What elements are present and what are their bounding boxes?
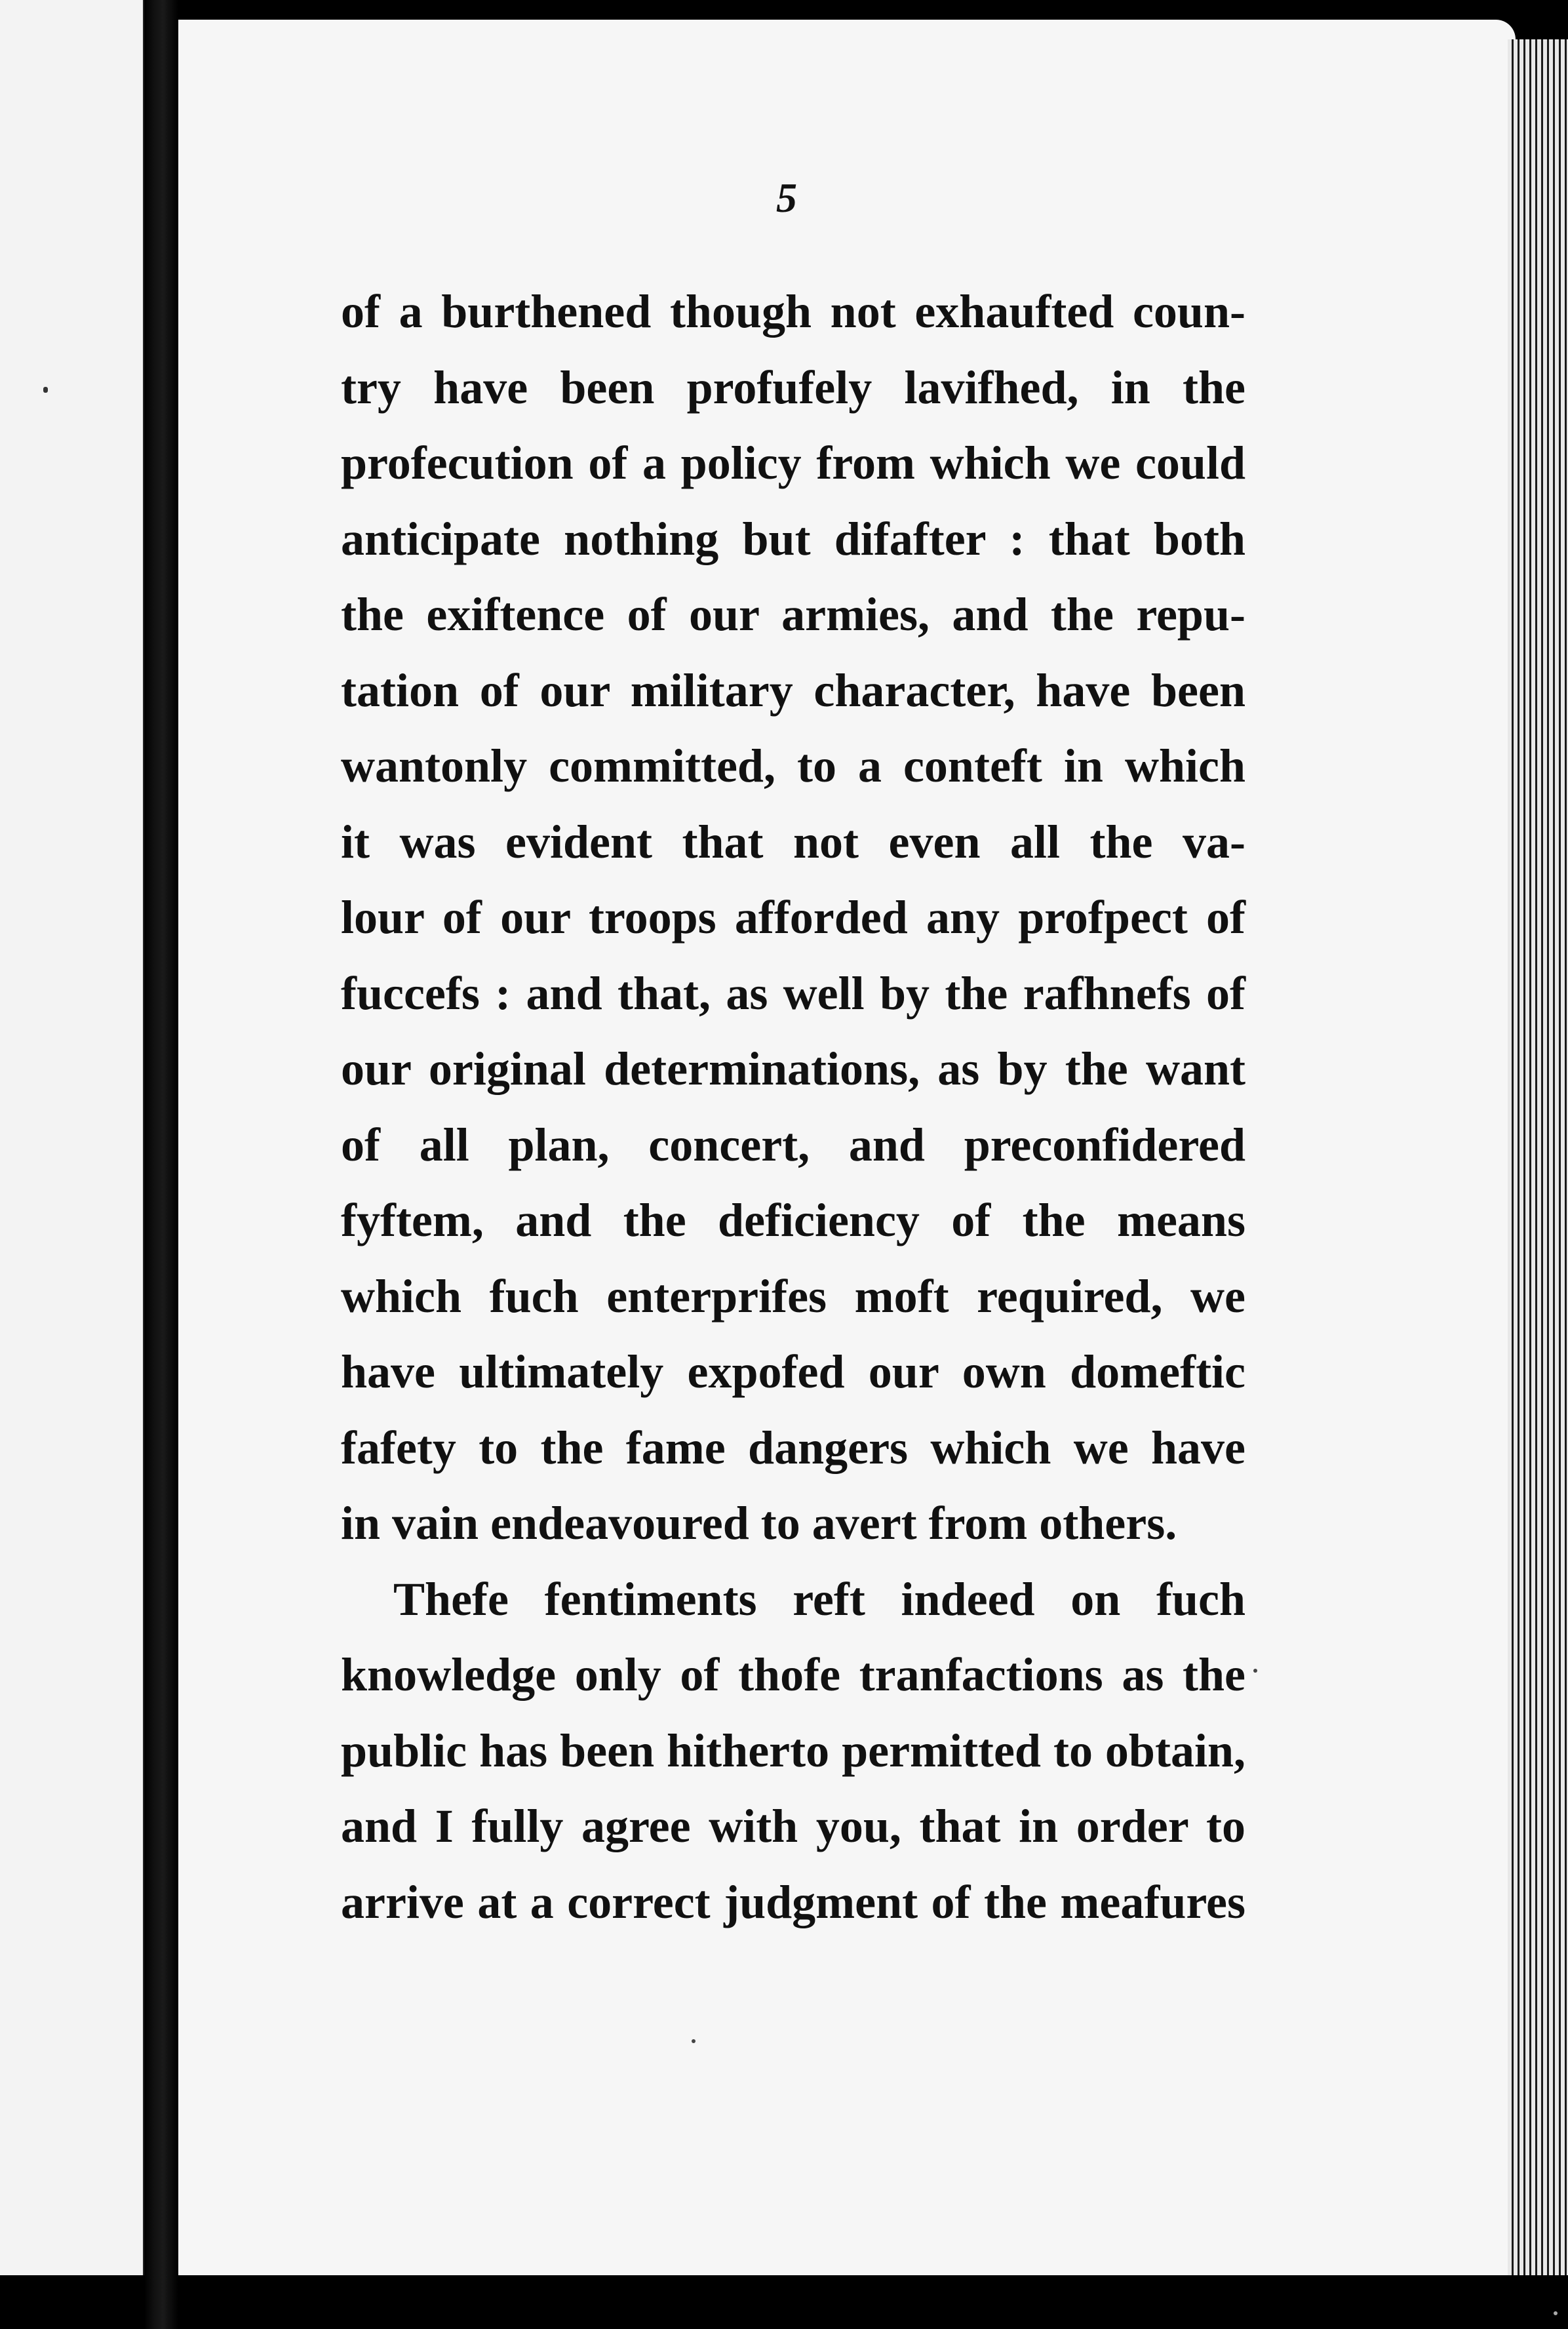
ink-speck	[692, 2039, 696, 2043]
paragraph-end-line: in vain endeavoured to avert from others.	[341, 1497, 1177, 1549]
text-line: public has been hitherto permitted to obtain,	[341, 1724, 1245, 1777]
text-line: wantonly committed, to a conteft in which	[341, 740, 1245, 792]
scan-border	[178, 2275, 1568, 2329]
text-line: it was evident that not even all the va-	[341, 815, 1245, 868]
page-number: 5	[776, 174, 797, 221]
text-line: try have been profufely lavifhed, in the	[341, 361, 1245, 414]
text-line: knowledge only of thofe tranfactions as the	[341, 1648, 1245, 1701]
text-line: of all plan, concert, and preconfidered	[341, 1118, 1245, 1171]
ink-speck	[1554, 2311, 1558, 2315]
ink-speck	[43, 387, 48, 393]
text-line: tation of our military character, have been	[341, 664, 1245, 717]
body-text	[341, 274, 1245, 1940]
text-line: of a burthened though not exhaufted coun-	[341, 285, 1245, 338]
book-gutter	[144, 0, 178, 2329]
text-line: which fuch enterprifes moft required, we	[341, 1269, 1245, 1323]
page-edges	[1508, 39, 1568, 2295]
text-line: fuccefs : and that, as well by the rafhnefs of	[341, 966, 1245, 1020]
paragraph-start-line: Thefe fentiments reft indeed on fuch	[393, 1572, 1245, 1625]
text-line: our original determinations, as by the want	[341, 1043, 1245, 1095]
text-line: the exiftence of our armies, and the repu-	[341, 588, 1245, 641]
text-line: fafety to the fame dangers which we have	[341, 1421, 1245, 1474]
text-line: profecution of a policy from which we could	[341, 437, 1245, 489]
ink-speck	[1253, 1669, 1257, 1673]
text-line: lour of our troops afforded any profpect of	[341, 891, 1245, 944]
text-line: have ultimately expofed our own domeftic	[341, 1345, 1245, 1398]
text-line: fyftem, and the deficiency of the means	[341, 1194, 1245, 1246]
facing-page	[0, 0, 144, 2275]
text-line: and I fully agree with you, that in order to	[341, 1800, 1245, 1852]
text-line: anticipate nothing but difafter : that both	[341, 512, 1245, 565]
text-line: arrive at a correct judgment of the meafures	[341, 1875, 1245, 1928]
